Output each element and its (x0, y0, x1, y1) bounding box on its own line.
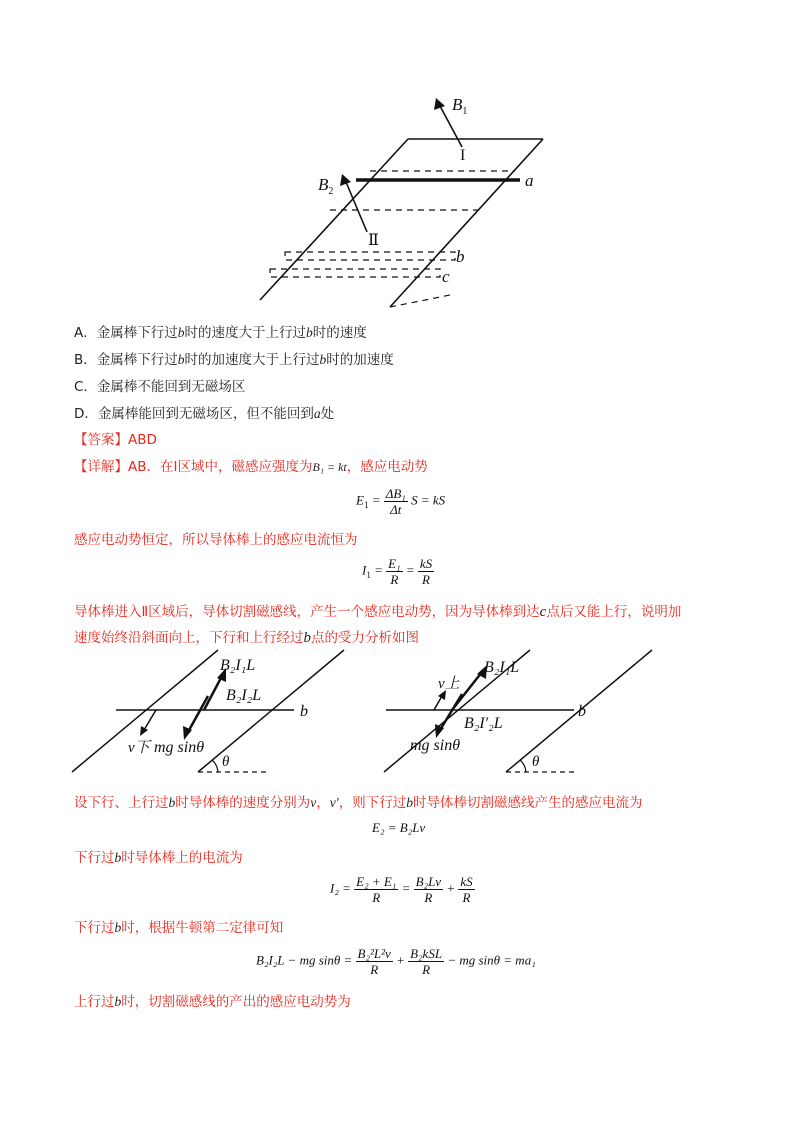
detail-line-7: 下行过b时，根据牛顿第二定律可知 (74, 920, 284, 936)
label-force-b2i2l: B₂I₂L (226, 687, 262, 704)
label-gravity-component: mg sinθ (410, 737, 461, 754)
equation-e2: E₂ = B₂Lv (372, 820, 426, 835)
detail-line-5: 设下行、上行过b时导体棒的速度分别为v，v′，则下行过b时导体棒切割磁感线产生的感应电流为 (74, 795, 643, 811)
label-region-I: I (460, 147, 466, 164)
label-b: b (578, 703, 586, 720)
force-diagram-upward (380, 648, 660, 780)
detail-line-3: 导体棒进入Ⅱ区域后，导体切割磁感线，产生一个感应电动势，因为导体棒到达c点后又能上行，说明加 (74, 604, 682, 620)
label-a: a (525, 171, 534, 190)
option-c: C．金属棒不能回到无磁场区 (74, 379, 246, 395)
label-velocity-up: v上 (438, 676, 460, 692)
label-b: b (456, 247, 465, 266)
equation-i2: I₂ = $\frac{\text{E₂ + E₁}}{R}$ = $\frac{\text{B₂Lv}}{R}$ + $\frac{kS}{R}$ (330, 874, 473, 905)
equation-newton: B₂I₂L − mg sinθ = $\frac{\text{B₂²L²v}}{R}$ + $\frac{\text{B₂kSL}}{R}$ − mg sinθ = ma₁ (256, 946, 536, 977)
detail-line-2: 感应电动势恒定，所以导体棒上的感应电流恒为 (74, 532, 358, 548)
label-theta: θ (532, 754, 540, 770)
answer-line: 【答案】ABD (74, 432, 157, 448)
equation-i1: $I_1$ = $\frac{\text{E₁}}{R}$ = $\frac{kS}{R}$ (362, 556, 433, 587)
label-b: b (300, 703, 308, 720)
detail-line-4: 速度始终沿斜面向上，下行和上行经过b点的受力分析如图 (74, 630, 419, 646)
label-region-II: Ⅱ (368, 232, 379, 249)
label-theta: θ (222, 754, 230, 770)
option-a: A．金属棒下行过b时的速度大于上行过b时的速度 (74, 325, 367, 341)
label-force-b2i1l: B₂I₁L (220, 657, 256, 674)
label-gravity-component: mg sinθ (154, 739, 205, 756)
force-diagram-downward (70, 648, 350, 780)
label-force-b2i2pl: B₂I′₂L (464, 715, 503, 732)
label-c: c (442, 267, 450, 286)
option-d: D．金属棒能回到无磁场区，但不能回到a处 (74, 406, 335, 422)
option-b: B．金属棒下行过b时的加速度大于上行过b时的加速度 (74, 352, 394, 368)
detail-line-1: 【详解】AB．在I区域中，磁感应强度为B₁ = kt，感应电动势 (74, 459, 428, 475)
label-B2: $B_2$ (318, 175, 334, 197)
label-force-b2i1l: B₂I₁L (484, 659, 520, 676)
detail-line-8: 上行过b时，切割磁感线的产出的感应电动势为 (74, 994, 351, 1010)
equation-e1: $E_1$ = $\frac{\text{ΔB₁}}{\Delta t}$ S = kS (356, 486, 446, 517)
incline-rails-figure (250, 92, 550, 312)
label-B1: $B_1$ (452, 95, 468, 117)
label-velocity-down: v下 (128, 740, 150, 756)
detail-line-6: 下行过b时导体棒上的电流为 (74, 850, 243, 866)
